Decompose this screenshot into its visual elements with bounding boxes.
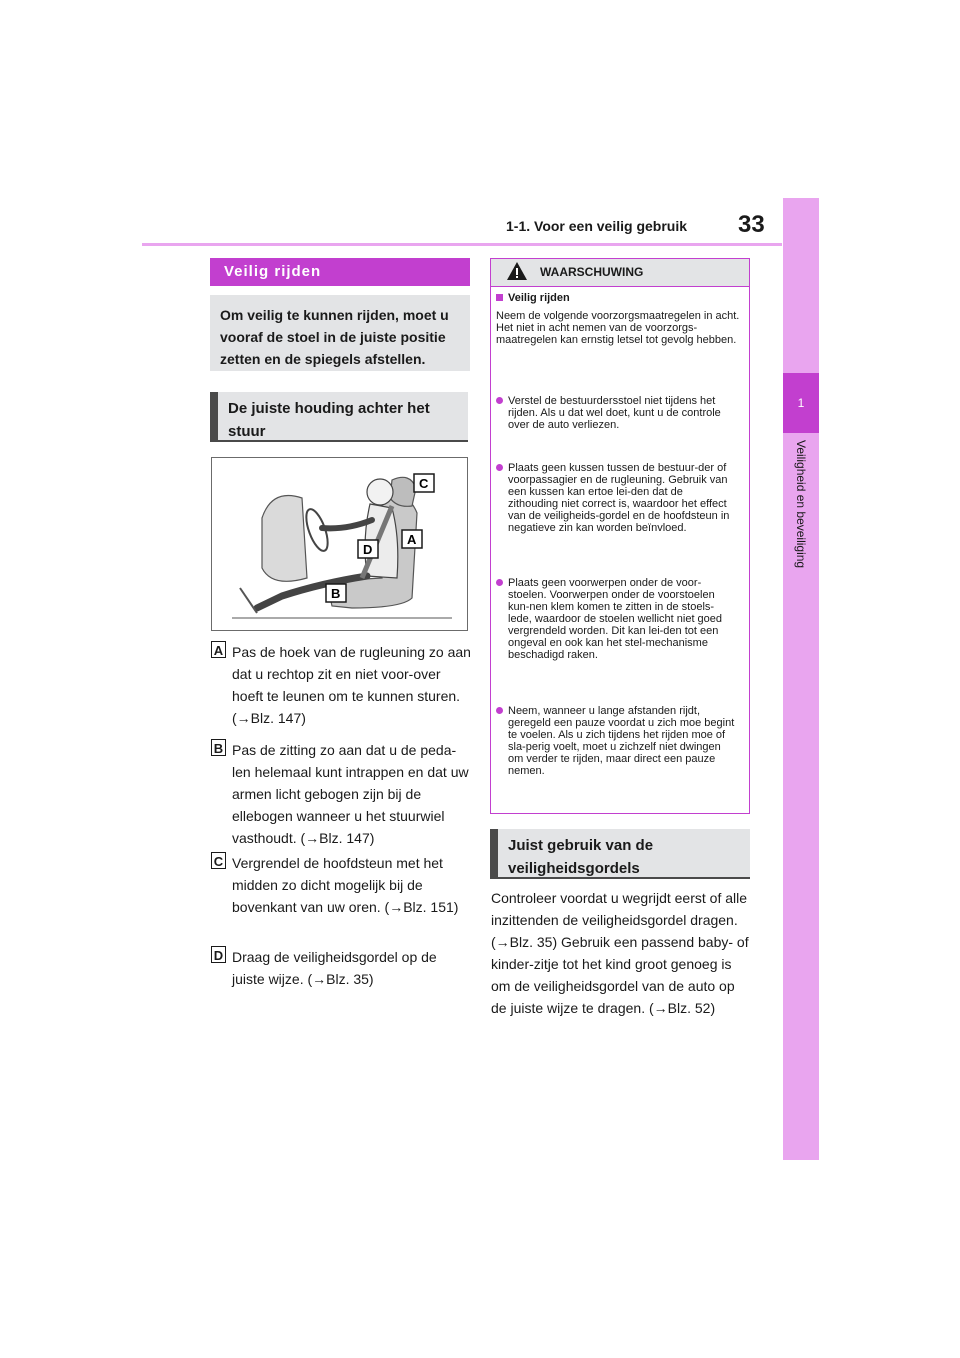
header-divider xyxy=(142,243,782,246)
callout-a-text: A xyxy=(407,532,417,547)
item-text-c: Vergrendel de hoofdsteun met het midden zo dicht mogelijk bij de bovenkant van uw oren. (→Blz. 151) xyxy=(232,855,459,915)
veilig-rijden-heading: Veilig rijden xyxy=(210,258,470,286)
warning-bullet-text: Plaats geen kussen tussen de bestuur-der of voorpassagier en de rugleuning. Gebruik van een kussen kan ertoe lei-den dat de zithouding niet correct is, waardoor het effect van de veiligheids-gordel en de hoofdsteun in negatieve zin kan worden beïnvloed. xyxy=(508,462,730,534)
item-text-d: Draag de veiligheidsgordel op de juiste wijze. (→Blz. 35) xyxy=(232,949,437,987)
item-text-a: Pas de hoek van de rugleuning zo aan dat u rechtop zit en niet voor-over hoeft te leunen om te kunnen sturen. (→Blz. 147) xyxy=(232,644,471,726)
bullet-dot-icon xyxy=(496,707,503,714)
callout-d-text: D xyxy=(363,542,373,557)
warning-subheading-text: Veilig rijden xyxy=(508,292,570,304)
warning-bullet xyxy=(496,462,736,534)
gordel-body-text: Controleer voordat u wegrijdt eerst of alle inzittenden de veiligheidsgordel dragen. (→Blz. 35) Gebruik een passend baby- of kinder-zitje tot het kind groot genoeg is om de veiligheidsgordel van de auto op de juiste wijze te dragen. (→Blz. 52) xyxy=(491,890,749,1016)
chapter-side-strip xyxy=(783,198,819,1160)
warning-subheading xyxy=(496,292,570,304)
warning-bullet-text: Neem, wanneer u lange afstanden rijdt, geregeld een pauze voordat u zich moe begint te voelen. Als u zich tijdens het rijden moe of sla-perig voelt, moet u zichzelf niet dwingen om verder te rijden, maar direct een pauze nemen. xyxy=(508,705,735,777)
driver-arm xyxy=(322,520,372,528)
warning-bullet-text: Verstel de bestuurdersstoel niet tijdens het rijden. Als u dat wel doet, kunt u de controle over de auto verliezen. xyxy=(508,395,721,431)
driving-posture-illustration xyxy=(211,457,468,631)
dashboard-shape xyxy=(262,496,307,582)
page-number: 33 xyxy=(738,211,765,238)
callout-d xyxy=(358,540,378,558)
bullet-dot-icon xyxy=(496,397,503,404)
callout-c-text: C xyxy=(419,476,429,491)
gordel-heading: Juist gebruik van de veiligheidsgordels xyxy=(490,829,750,879)
headrest-shape xyxy=(390,477,416,506)
callout-c xyxy=(414,474,434,492)
section-title: 1-1. Voor een veilig gebruik xyxy=(506,218,688,234)
warning-intro: Neem de volgende voorzorgsmaatregelen in acht. Het niet in acht nemen van de voorzorgs-maatregelen kan ernstig letsel tot gevolg hebben. xyxy=(496,310,740,346)
callout-a xyxy=(402,530,422,548)
item-label-b: B xyxy=(211,739,226,756)
warning-bullet-text: Plaats geen voorwerpen onder de voor-stoelen. Voorwerpen onder de voorstoelen kun-nen klem komen te zitten in de stoels-lede, waardoor de stoelen wellicht niet goed vergrendeld worden. Dit kan lei-den tot een ongeval en ook kan het stel-mechanisme beschadigd raken. xyxy=(508,577,723,661)
item-label-c: C xyxy=(211,852,226,869)
square-bullet-icon xyxy=(496,294,503,301)
bullet-dot-icon xyxy=(496,464,503,471)
warning-triangle-icon xyxy=(506,261,528,281)
driver-head xyxy=(367,479,393,505)
callout-b xyxy=(326,584,346,602)
bullet-dot-icon xyxy=(496,579,503,586)
houding-heading: De juiste houding achter het stuur xyxy=(210,392,468,442)
callout-b-text: B xyxy=(331,586,341,601)
warning-bullet xyxy=(496,395,736,431)
driver-seat-illustration-svg xyxy=(212,458,467,630)
warning-bullet xyxy=(496,577,736,661)
chapter-side-label: Veiligheid en beveiliging xyxy=(794,440,808,569)
veilig-rijden-intro: Om veilig te kunnen rijden, moet u vooraf de stoel in de juiste positie zetten en de spiegels afstellen. xyxy=(210,295,470,371)
item-label-a: A xyxy=(211,641,226,658)
item-text-b: Pas de zitting zo aan dat u de peda-len helemaal kunt intrappen en dat uw armen licht gebogen zijn bij de ellebogen wanneer u het stuurwiel vasthoudt. (→Blz. 147) xyxy=(232,742,469,846)
item-label-d: D xyxy=(211,946,226,963)
warning-bullet xyxy=(496,705,736,777)
pedal xyxy=(240,588,257,613)
warning-title: WAARSCHUWING xyxy=(540,265,644,279)
chapter-number-tab: 1 xyxy=(783,373,819,433)
